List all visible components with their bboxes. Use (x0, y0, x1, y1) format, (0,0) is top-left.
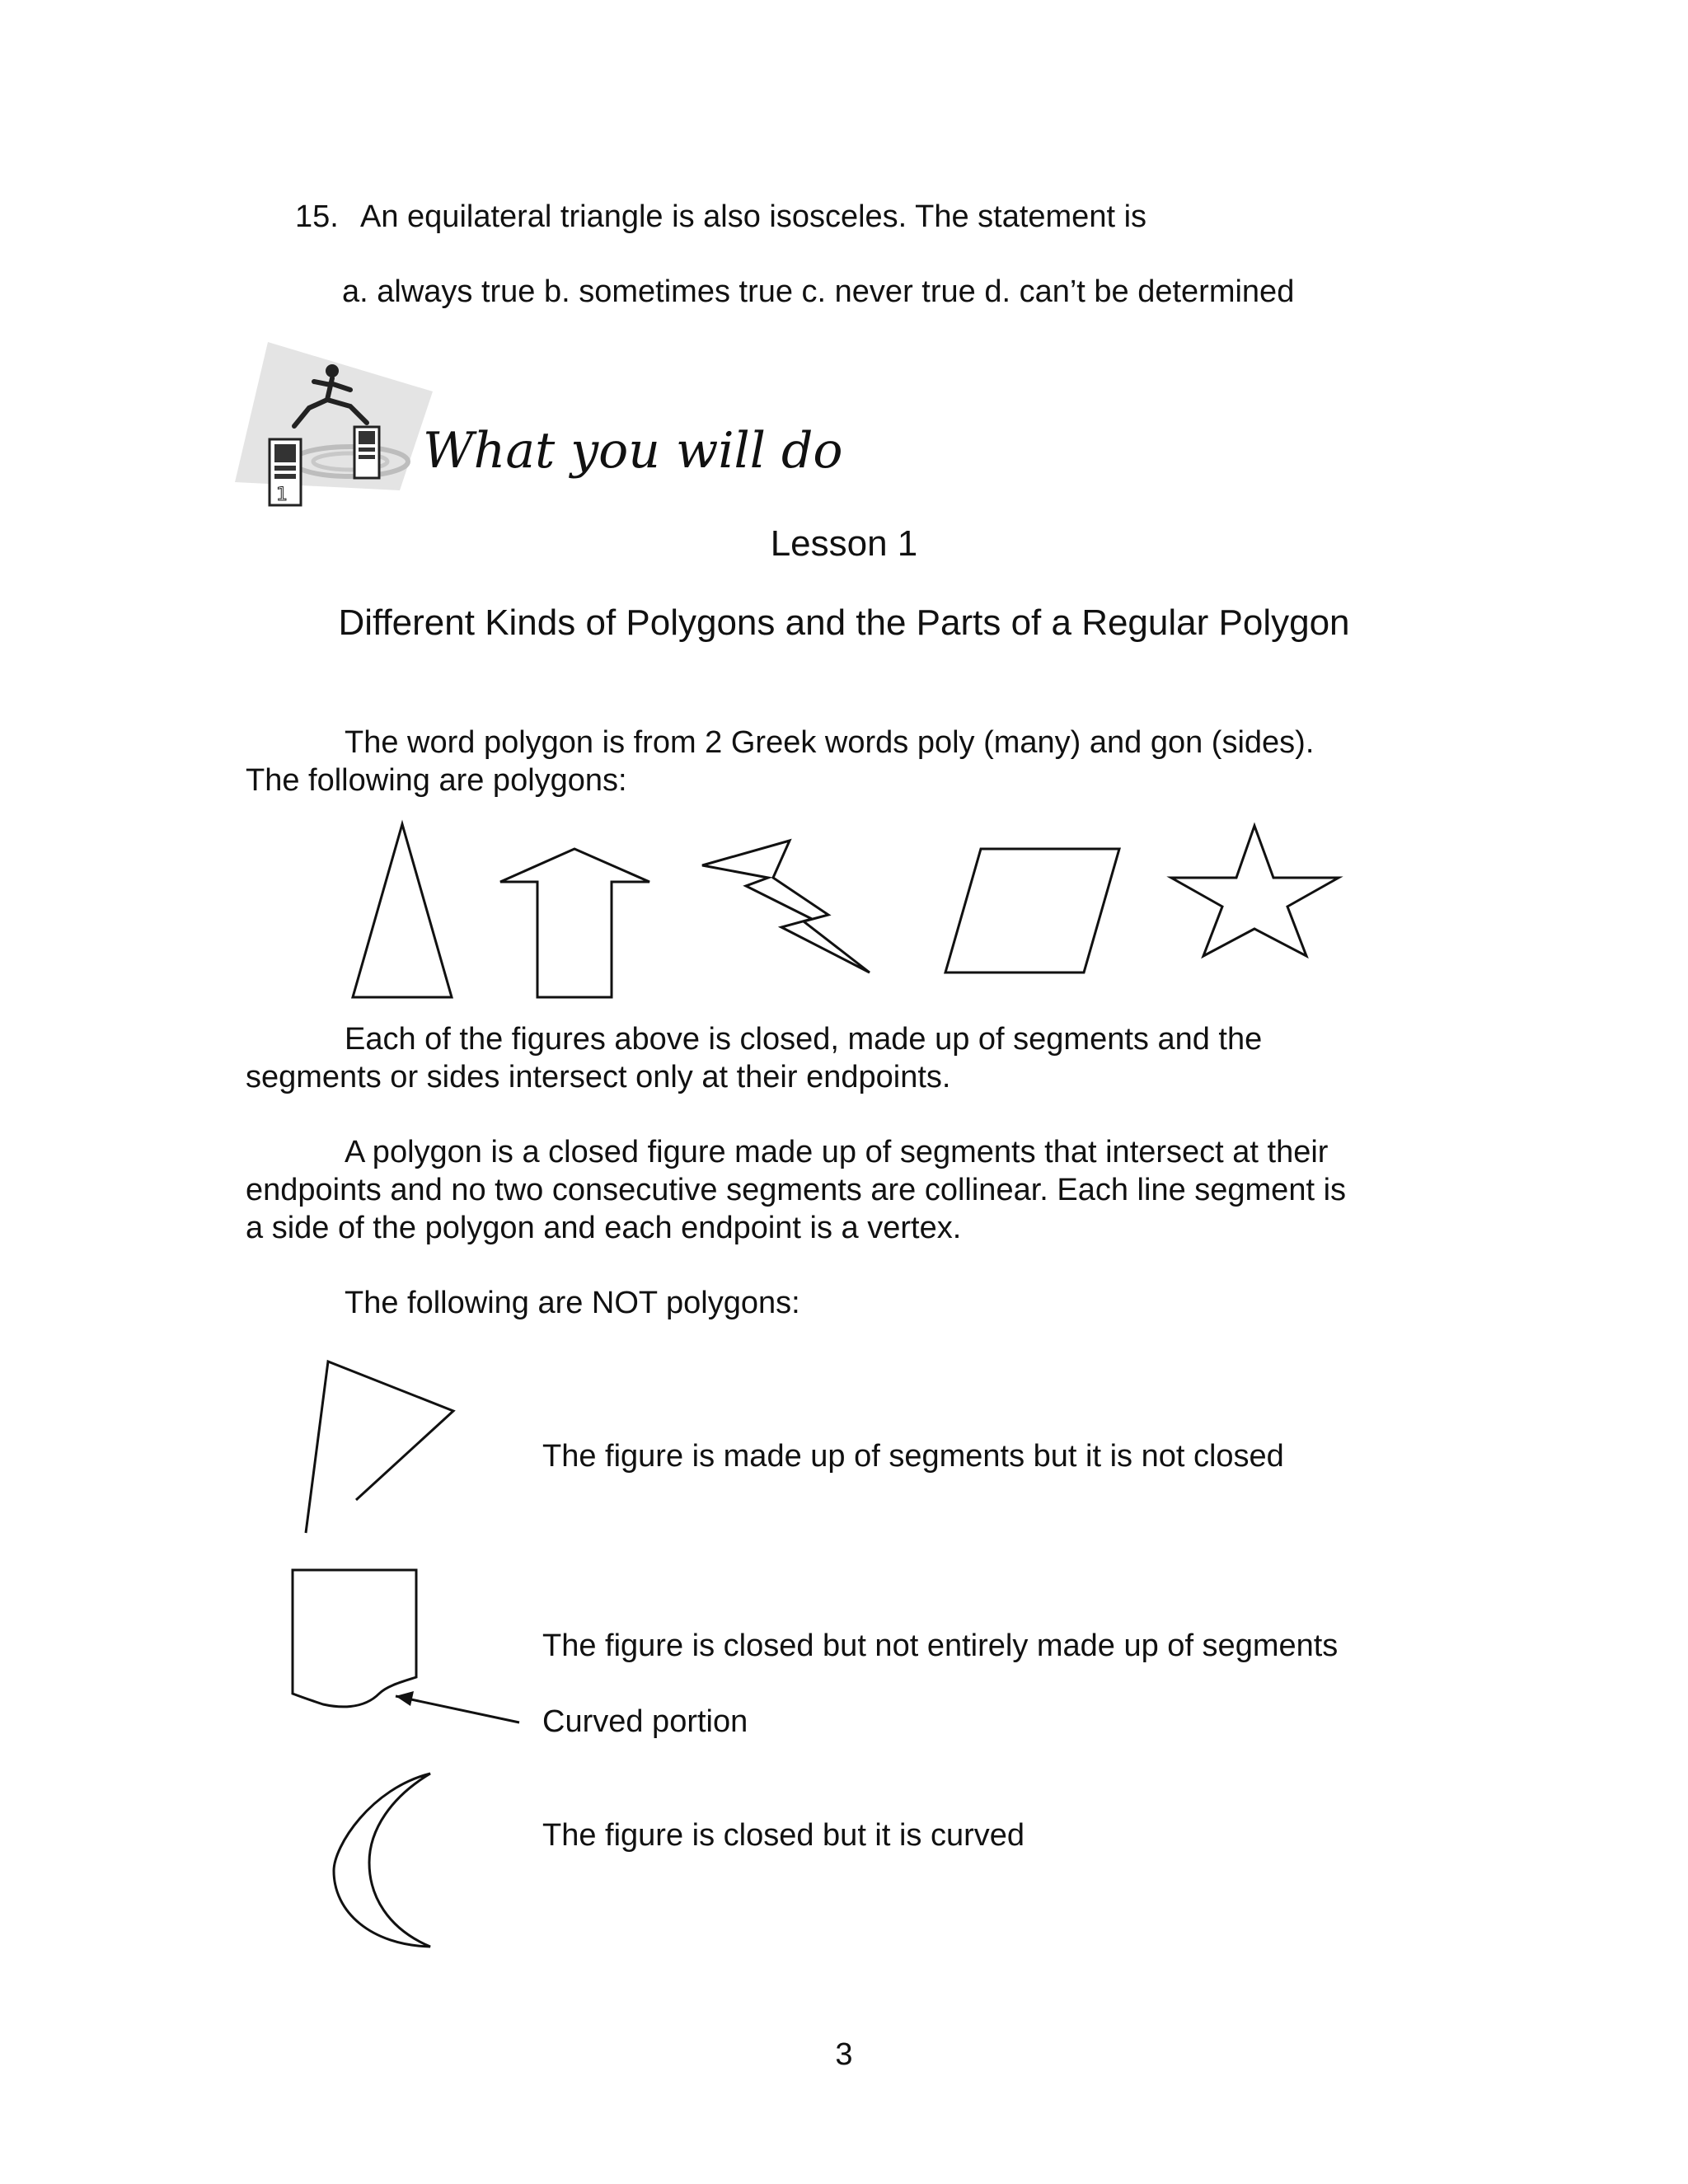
para2-line-1: A polygon is a closed figure made up of segments that intersect at their (345, 1135, 1329, 1169)
para1-line-2: segments or sides intersect only at their endpoints. (246, 1060, 951, 1094)
question-text: An equilateral triangle is also isosceles. The statement is (360, 199, 1147, 234)
curved-portion-label: Curved portion (542, 1704, 748, 1739)
intro-line-1: The word polygon is from 2 Greek words poly (many) and gon (sides). (345, 725, 1315, 760)
para1-line-1: Each of the figures above is closed, made up of segments and the (345, 1022, 1263, 1057)
lesson-subtitle: Different Kinds of Polygons and the Parts of a Regular Polygon (338, 602, 1350, 643)
not-polygons-intro: The following are NOT polygons: (345, 1286, 800, 1320)
parallelogram-shape (945, 849, 1119, 972)
polygon-examples (0, 816, 1688, 1030)
question-options: a. always true b. sometimes true c. never true d. can’t be determined (342, 274, 1295, 309)
triangle-shape (353, 824, 452, 997)
jumping-man-icon (235, 342, 433, 507)
svg-text:1: 1 (276, 485, 288, 505)
open-figure-shape (280, 1343, 495, 1558)
lesson-title: Lesson 1 (770, 523, 918, 564)
lightning-shape (702, 841, 870, 972)
arrow-shape (500, 849, 649, 997)
curved-side-shape (280, 1566, 560, 1731)
star-shape (1171, 826, 1339, 956)
crescent-shape (321, 1764, 486, 1961)
intro-line-2: The following are polygons: (246, 763, 627, 798)
para2-line-2: endpoints and no two consecutive segments are collinear. Each line segment is (246, 1173, 1347, 1207)
question-number: 15. (295, 199, 339, 234)
para2-line-3: a side of the polygon and each endpoint is a vertex. (246, 1211, 962, 1245)
open-figure-text: The figure is made up of segments but it is not closed (542, 1439, 1284, 1474)
curved-side-text: The figure is closed but not entirely made up of segments (542, 1629, 1339, 1663)
section-heading: What you will do (423, 422, 843, 480)
page-number: 3 (835, 2037, 853, 2072)
crescent-text: The figure is closed but it is curved (542, 1818, 1025, 1853)
